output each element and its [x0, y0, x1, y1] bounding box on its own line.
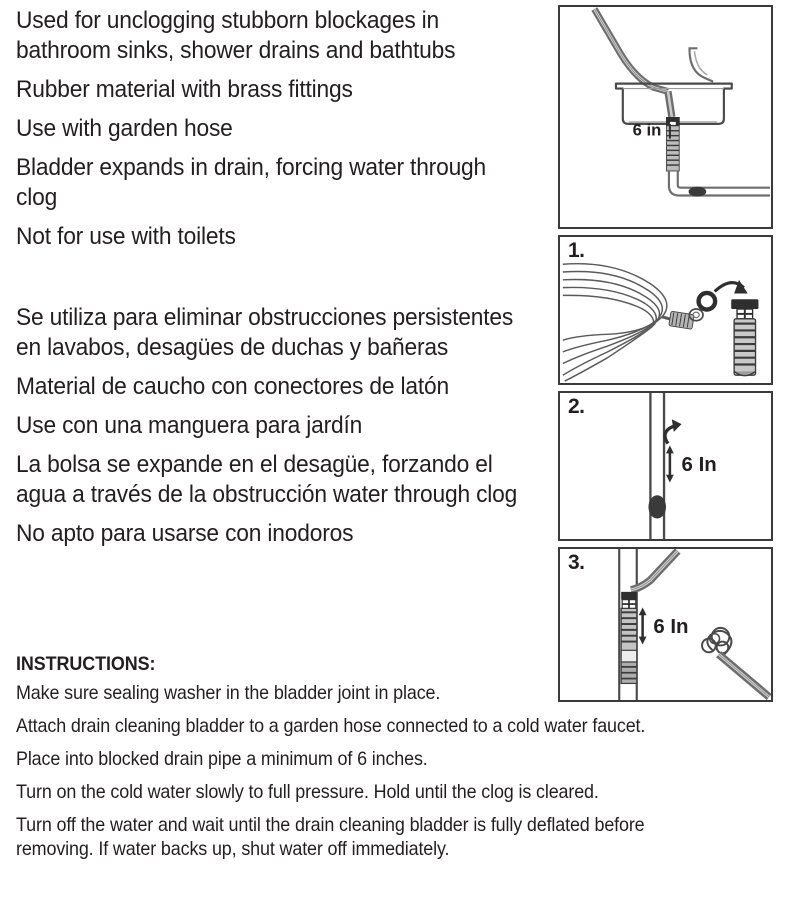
hose-washer-bladder-icon	[560, 237, 771, 383]
panel-number: 3.	[568, 551, 585, 574]
feature-item: Use with garden hose	[16, 115, 233, 142]
diagram-panel-step-3	[558, 547, 773, 702]
feature-item: Use con una manguera para jardín	[16, 412, 363, 439]
diagram-panel-step-2	[558, 391, 773, 541]
dimension-label-6in: 6 In	[681, 452, 717, 476]
diagram-panel-sink	[558, 5, 773, 229]
instruction-list	[16, 681, 776, 861]
feature-item: Se utiliza para eliminar obstrucciones persistentes en lavabos, desagües de duchas y bañeras	[16, 304, 514, 361]
instruction-item: Place into blocked drain pipe a minimum of 6 inches.	[16, 748, 428, 770]
instructions-heading: INSTRUCTIONS:	[16, 653, 156, 675]
feature-item: Rubber material with brass fittings	[16, 76, 353, 103]
panel-number: 2.	[568, 395, 585, 418]
diagram-panel-column	[558, 5, 773, 708]
english-feature-list	[16, 6, 556, 252]
feature-item: La bolsa se expande en el desagüe, forzando el agua a través de la obstrucción water through clog	[16, 451, 518, 508]
sink-with-bladder-icon	[560, 7, 771, 227]
spanish-feature-block	[16, 303, 556, 549]
instruction-item: Turn off the water and wait until the drain cleaning bladder is fully deflated before removing. If water backs up, shut water off immediately.	[16, 814, 645, 860]
feature-item: No apto para usarse con inodoros	[16, 520, 354, 547]
dimension-label-6in: 6 In	[653, 614, 689, 638]
panel-number: 1.	[568, 239, 585, 262]
clog-blockage-icon	[648, 495, 666, 518]
sealing-washer-icon	[699, 293, 716, 310]
feature-item: Material de caucho con conectores de latón	[16, 373, 449, 400]
feature-item: Used for unclogging stubborn blockages in bathroom sinks, shower drains and bathtubs	[16, 7, 456, 64]
spanish-feature-list	[16, 303, 556, 549]
feature-item: Bladder expands in drain, forcing water through clog	[16, 154, 487, 211]
drain-pipe-clog-icon	[560, 393, 771, 539]
feature-item: Not for use with toilets	[16, 223, 236, 250]
english-feature-block	[16, 6, 556, 252]
instruction-item: Turn on the cold water slowly to full pressure. Hold until the clog is cleared.	[16, 781, 599, 803]
instruction-item: Make sure sealing washer in the bladder joint in place.	[16, 682, 441, 704]
diagram-panel-step-1	[558, 235, 773, 385]
instruction-item: Attach drain cleaning bladder to a garden hose connected to a cold water faucet.	[16, 715, 646, 737]
dimension-label-6in: 6 in	[632, 120, 662, 140]
bladder-inserted-pipe-icon	[560, 549, 771, 700]
faucet-connector-icon	[702, 628, 769, 697]
